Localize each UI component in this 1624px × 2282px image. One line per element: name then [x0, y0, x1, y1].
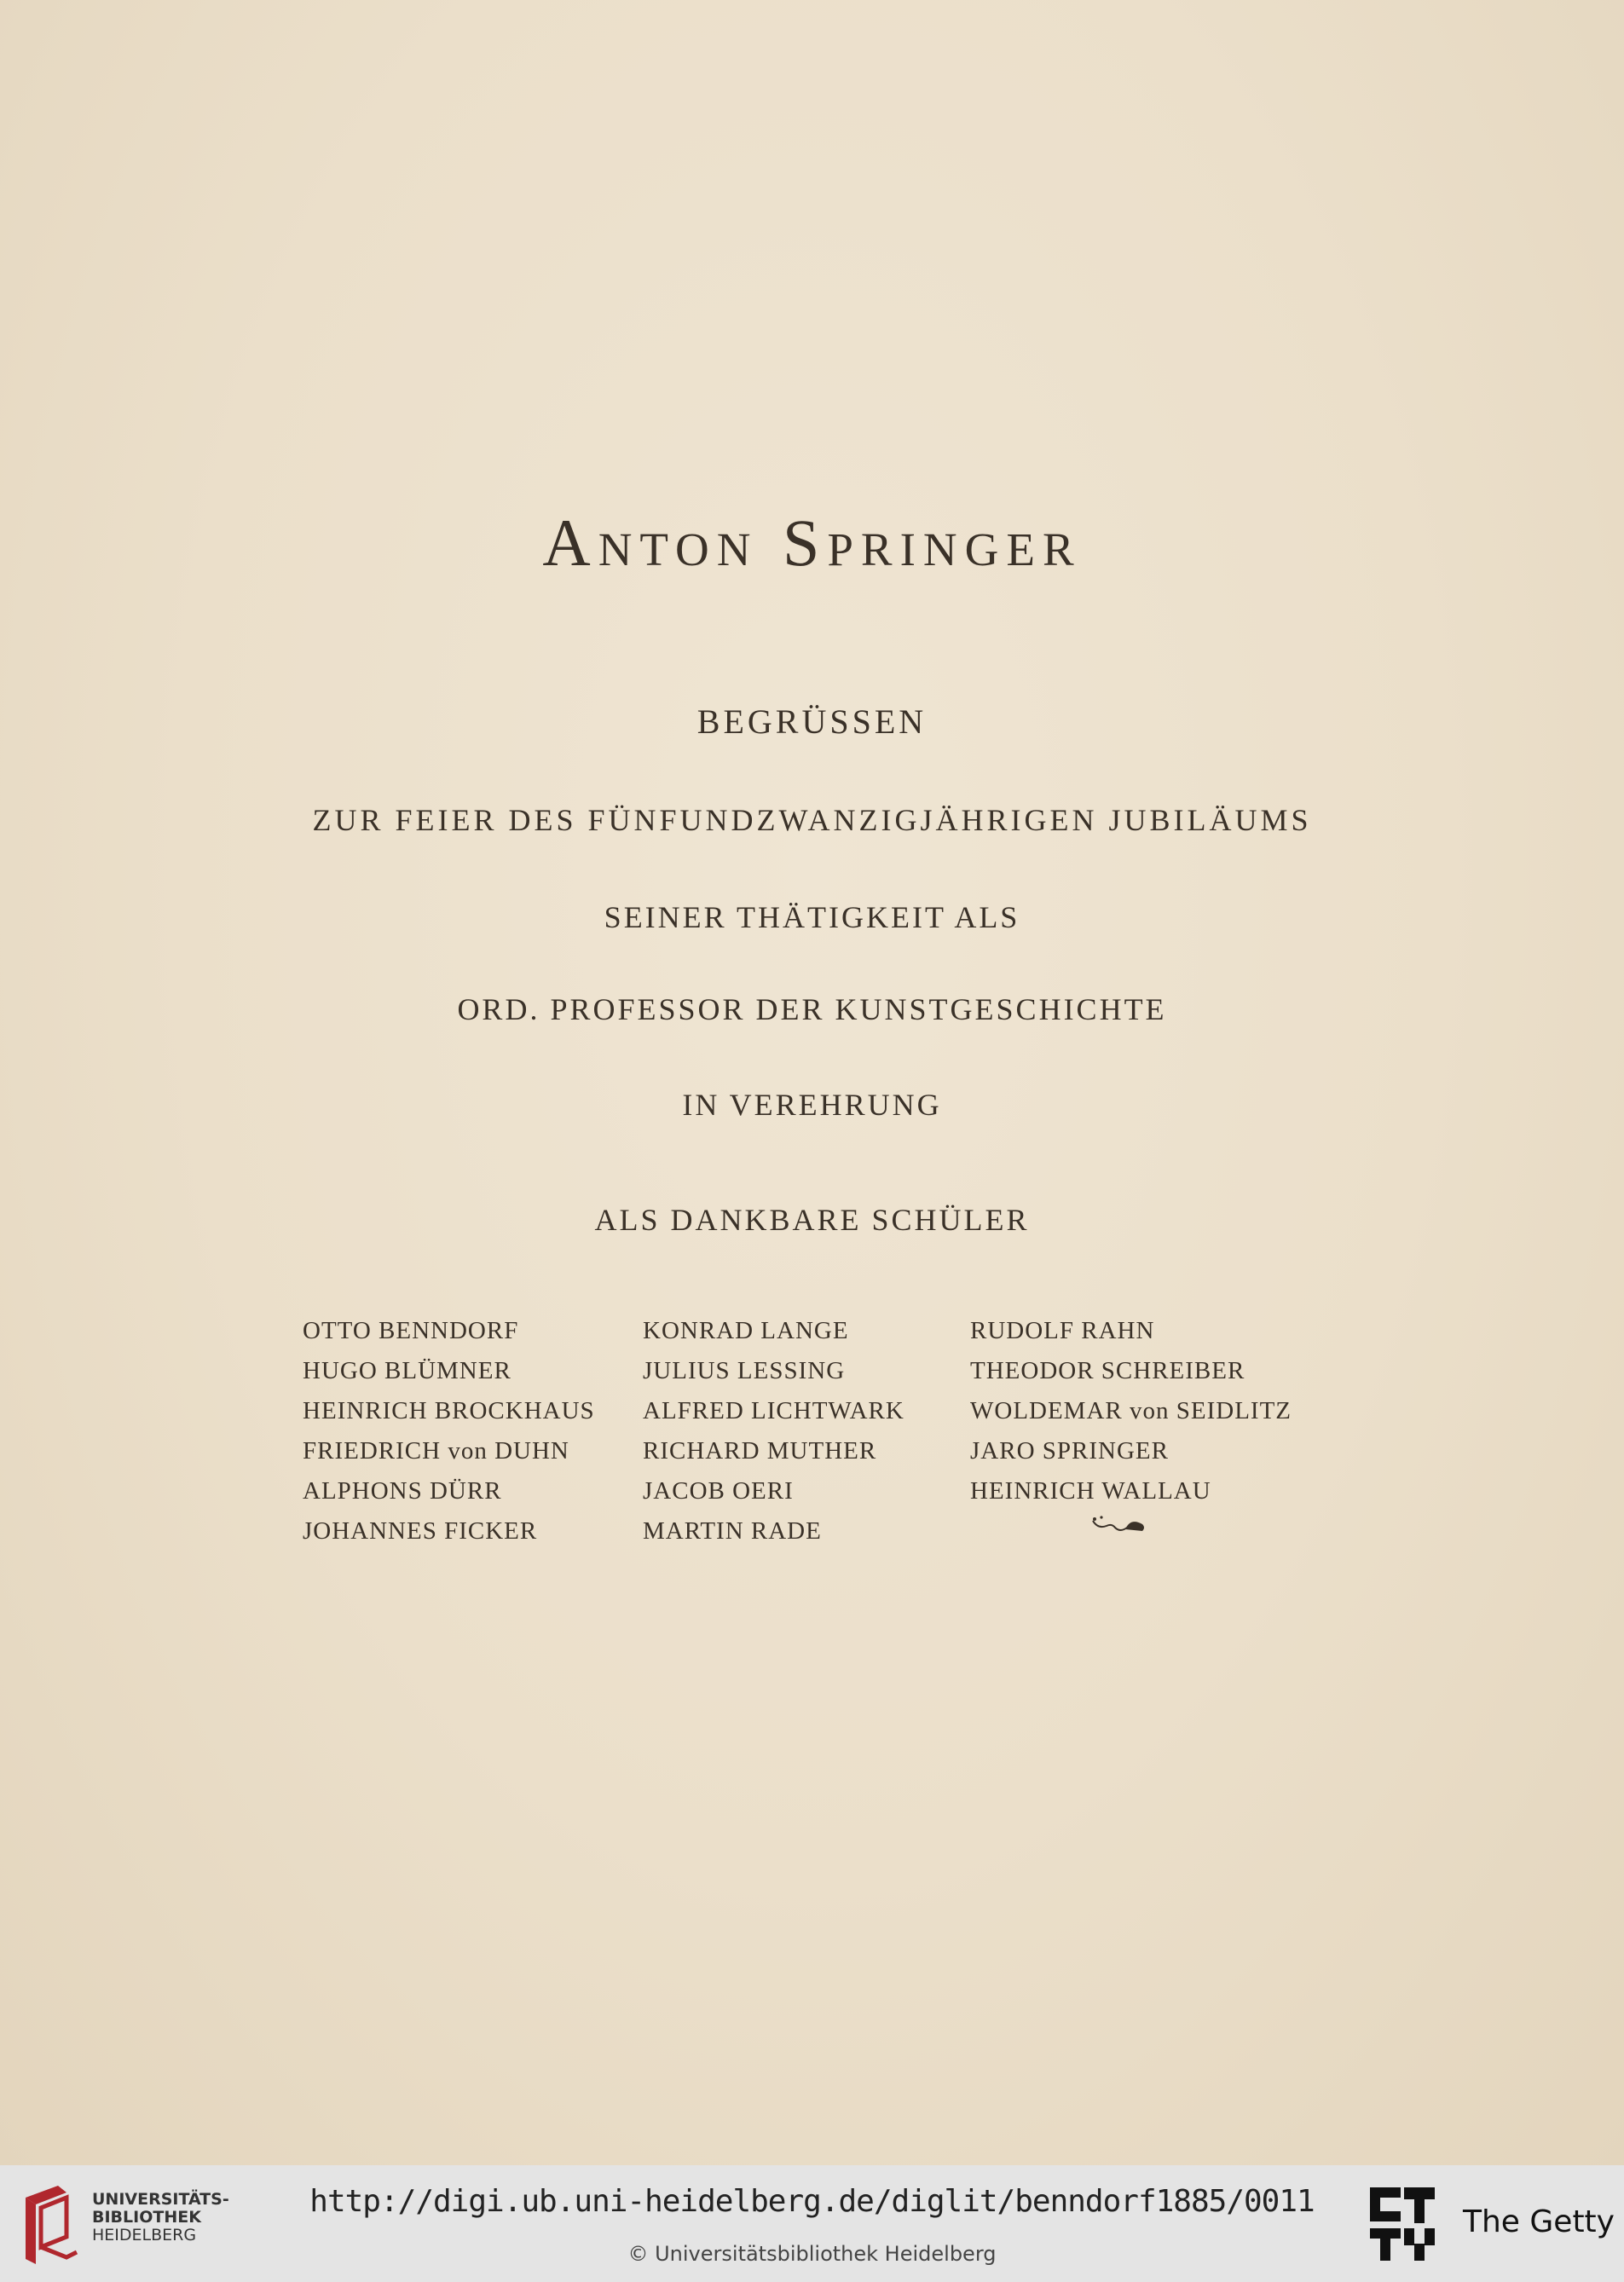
getty-label: The Getty [1463, 2204, 1615, 2239]
dedication-line-2: ZUR FEIER DES FÜNFUNDZWANZIGJÄHRIGEN JUBILÄUMS [312, 803, 1312, 837]
signatory-name: KONRAD LANGE [643, 1317, 849, 1344]
dedication-line-6: ALS DANKBARE SCHÜLER [594, 1203, 1030, 1237]
signatory-name: HEINRICH BROCKHAUS [303, 1397, 595, 1424]
signatory-name: JARO SPRINGER [970, 1437, 1169, 1465]
signatory-name: HEINRICH WALLAU [970, 1477, 1211, 1505]
names-column-2 [643, 1311, 904, 1551]
signatory-name: OTTO BENNDORF [303, 1317, 519, 1344]
signatory-name: JACOB OERI [643, 1477, 794, 1505]
signatory-name: ALPHONS DÜRR [303, 1477, 502, 1505]
signatory-name: FRIEDRICH von DUHN [303, 1437, 569, 1465]
library-name: UNIVERSITÄTS- BIBLIOTHEK HEIDELBERG [92, 2190, 229, 2244]
signatory-name: MARTIN RADE [643, 1517, 822, 1545]
copyright-notice: © Universitätsbibliothek Heidelberg [627, 2242, 997, 2266]
dedication-line-4: ORD. PROFESSOR DER KUNSTGESCHICHTE [457, 992, 1167, 1026]
page-title: Anton Springer [542, 506, 1082, 580]
signatory-name: RUDOLF RAHN [970, 1317, 1155, 1344]
signatory-name: WOLDEMAR von SEIDLITZ [970, 1397, 1292, 1424]
names-column-3 [970, 1311, 1292, 1511]
viewer-footer [0, 2165, 1624, 2282]
dedication-line-1: BEGRÜSSEN [696, 702, 928, 741]
dedication-line-5: IN VEREHRUNG [682, 1088, 942, 1122]
ornament-icon [1089, 1514, 1147, 1536]
signatory-name: JOHANNES FICKER [303, 1517, 538, 1545]
names-column-1 [303, 1311, 595, 1551]
signatory-name: HUGO BLÜMNER [303, 1357, 511, 1384]
signatory-name: JULIUS LESSING [643, 1357, 846, 1384]
permalink-url[interactable]: http://digi.ub.uni-heidelberg.de/diglit/benndorf1885/0011 [309, 2184, 1315, 2219]
signatory-name: THEODOR SCHREIBER [970, 1357, 1245, 1384]
signatory-name: ALFRED LICHTWARK [643, 1397, 904, 1424]
getty-logo-icon[interactable] [1367, 2184, 1438, 2269]
dedication-line-3: SEINER THÄTIGKEIT ALS [604, 900, 1020, 934]
signatory-name: RICHARD MUTHER [643, 1437, 877, 1465]
